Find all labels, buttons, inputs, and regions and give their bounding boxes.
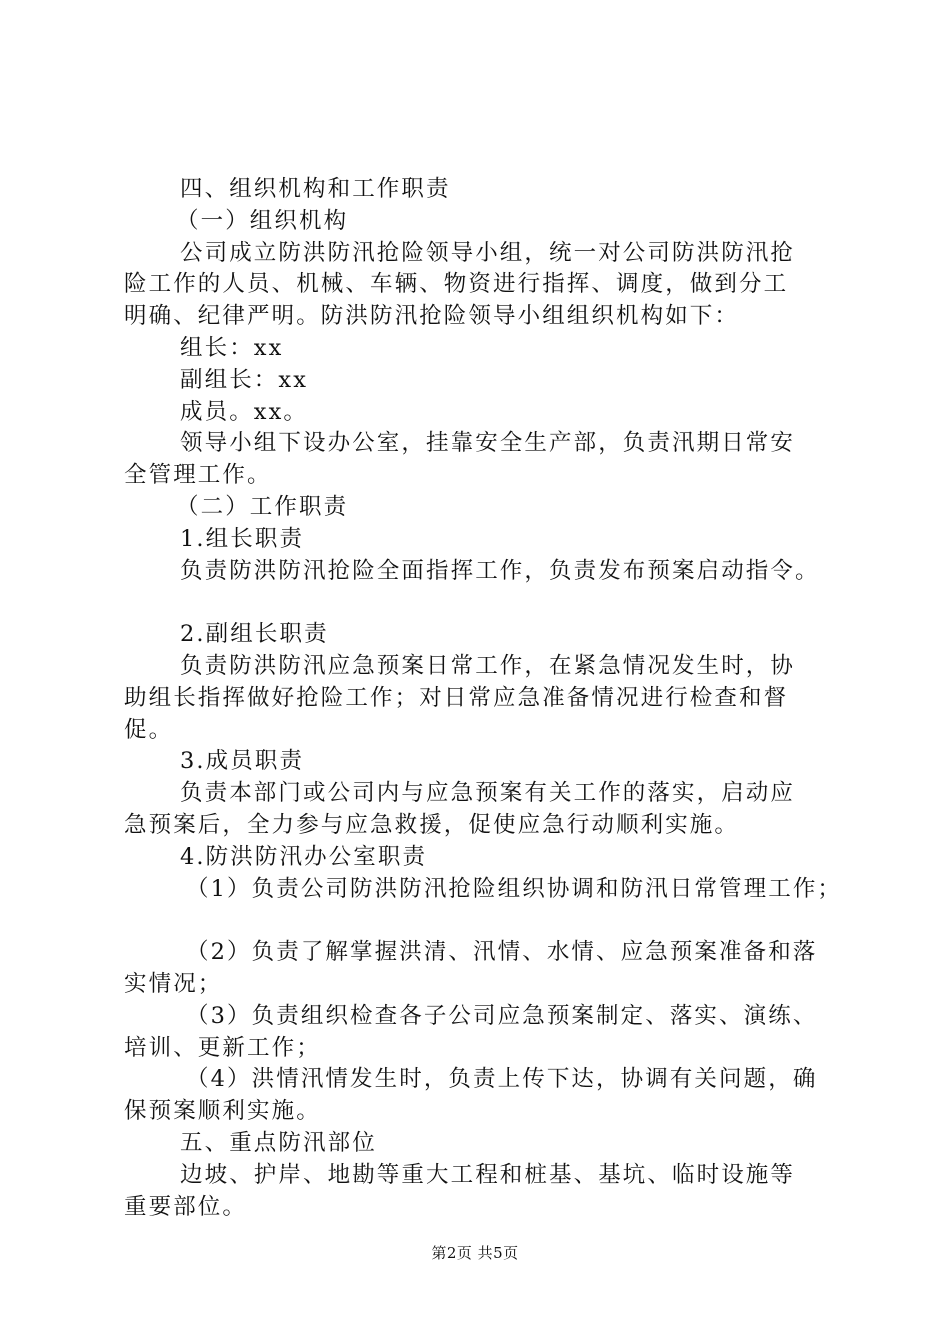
deputy-leader-line: 副组长：xx: [180, 366, 308, 393]
section-heading: 四、组织机构和工作职责: [180, 176, 451, 202]
blank-line: [124, 905, 836, 937]
paragraph-line: 负责防洪防汛应急预案日常工作，在紧急情况发生时，协: [180, 652, 796, 679]
list-item-line: 保预案顺利实施。: [124, 1098, 321, 1125]
list-item-line: 培训、更新工作；: [124, 1034, 321, 1061]
paragraph-line: 急预案后，全力参与应急救援，促使应急行动顺利实施。: [124, 811, 740, 838]
paragraph-line: 领导小组下设办公室，挂靠安全生产部，负责汛期日常安: [180, 430, 796, 457]
item-heading: 1.组长职责: [180, 525, 305, 552]
list-item-line: （2）负责了解掌握洪清、汛情、水情、应急预案准备和落: [186, 939, 818, 966]
paragraph-line: 明确、纪律严明。防洪防汛抢险领导小组组织机构如下：: [124, 303, 740, 330]
leader-line: 组长：xx: [180, 334, 284, 361]
list-item-line: （1）负责公司防洪防汛抢险组织协调和防汛日常管理工作；: [186, 875, 843, 902]
list-item-line: 实情况；: [124, 970, 223, 997]
subsection-heading: （二）工作职责: [176, 493, 349, 520]
members-line: 成员。xx。: [180, 398, 308, 425]
paragraph-line: 全管理工作。: [124, 462, 272, 489]
paragraph-line: 重要部位。: [124, 1193, 248, 1220]
page-number-footer: 第2页 共5页: [431, 1244, 519, 1262]
paragraph-line: 负责防洪防汛抢险全面指挥工作，负责发布预案启动指令。: [180, 557, 820, 584]
item-heading: 4.防洪防汛办公室职责: [180, 843, 428, 870]
paragraph-line: 险工作的人员、机械、车辆、物资进行指挥、调度，做到分工: [124, 271, 789, 298]
paragraph-line: 公司成立防洪防汛抢险领导小组，统一对公司防洪防汛抢: [180, 239, 796, 266]
paragraph-line: 负责本部门或公司内与应急预案有关工作的落实，启动应: [180, 780, 796, 807]
section-heading: 五、重点防汛部位: [180, 1129, 377, 1156]
document-body: [124, 174, 843, 1223]
subsection-heading: （一）组织机构: [176, 207, 349, 234]
item-heading: 2.副组长职责: [180, 621, 329, 648]
blank-line: [124, 587, 836, 619]
paragraph-line: 促。: [124, 716, 174, 743]
paragraph-line: 助组长指挥做好抢险工作；对日常应急准备情况进行检查和督: [124, 684, 789, 711]
list-item-line: （3）负责组织检查各子公司应急预案制定、落实、演练、: [186, 1002, 818, 1029]
paragraph-line: 边坡、护岸、地勘等重大工程和桩基、基坑、临时设施等: [180, 1161, 796, 1188]
item-heading: 3.成员职责: [180, 748, 305, 775]
list-item-line: （4）洪情汛情发生时，负责上传下达，协调有关问题，确: [186, 1066, 818, 1093]
